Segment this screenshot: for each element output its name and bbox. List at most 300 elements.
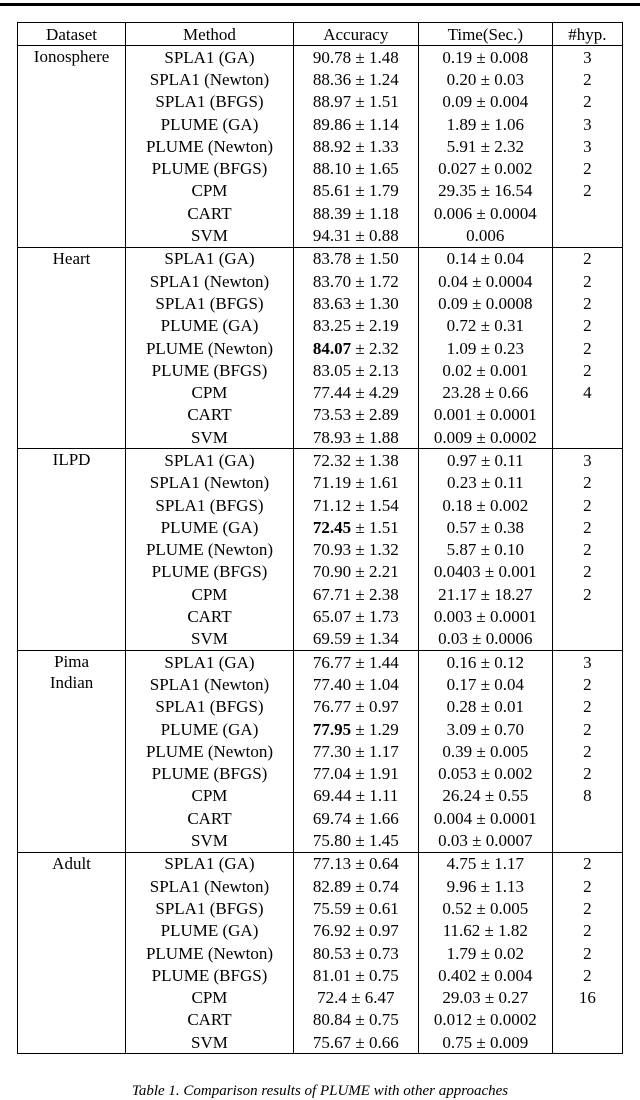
hyp-cell xyxy=(552,1009,622,1031)
time-cell: 0.97 ± 0.11 xyxy=(418,449,552,472)
accuracy-mean: 88.97 xyxy=(312,92,352,112)
plus-minus: ± xyxy=(351,360,369,380)
accuracy-mean: 70.90 xyxy=(312,562,352,582)
time-cell: 4.75 ± 1.17 xyxy=(418,852,552,875)
time-cell: 0.009 ± 0.0002 xyxy=(418,426,552,449)
accuracy-std: 1.48 xyxy=(368,47,399,67)
table-row xyxy=(18,852,623,875)
hyp-cell: 2 xyxy=(552,68,622,90)
accuracy-std: 1.54 xyxy=(368,495,399,515)
method-cell: SVM xyxy=(126,1031,294,1054)
hyp-cell: 2 xyxy=(552,696,622,718)
hyp-cell xyxy=(552,224,622,247)
accuracy-std: 2.89 xyxy=(368,405,399,425)
accuracy-mean: 67.71 xyxy=(312,584,352,604)
accuracy-mean: 73.53 xyxy=(312,405,352,425)
method-cell: SPLA1 (GA) xyxy=(126,247,294,270)
accuracy-cell xyxy=(293,426,418,449)
accuracy-cell xyxy=(293,494,418,516)
header-hyp: #hyp. xyxy=(552,23,622,46)
hyp-cell xyxy=(552,829,622,852)
time-cell: 0.23 ± 0.11 xyxy=(418,472,552,494)
accuracy-mean: 69.74 xyxy=(312,808,352,828)
time-cell: 0.004 ± 0.0001 xyxy=(418,807,552,829)
time-cell: 9.96 ± 1.13 xyxy=(418,875,552,897)
plus-minus: ± xyxy=(351,69,369,89)
dataset-cell xyxy=(18,449,126,651)
plus-minus: ± xyxy=(346,988,365,1008)
accuracy-cell xyxy=(293,46,418,69)
method-cell: CART xyxy=(126,202,294,224)
accuracy-mean: 77.30 xyxy=(312,741,352,761)
method-cell: CPM xyxy=(126,381,294,403)
accuracy-std: 0.75 xyxy=(368,965,399,985)
accuracy-cell xyxy=(293,292,418,314)
accuracy-std: 1.32 xyxy=(368,540,399,560)
plus-minus: ± xyxy=(351,764,369,784)
hyp-cell xyxy=(552,404,622,426)
method-cell: CPM xyxy=(126,785,294,807)
accuracy-cell xyxy=(293,740,418,762)
accuracy-mean: 65.07 xyxy=(312,607,352,627)
time-cell: 0.52 ± 0.005 xyxy=(418,897,552,919)
accuracy-mean: 82.89 xyxy=(312,876,352,896)
accuracy-std: 1.51 xyxy=(368,92,399,112)
accuracy-cell xyxy=(293,202,418,224)
time-cell: 29.35 ± 16.54 xyxy=(418,180,552,202)
accuracy-std: 2.13 xyxy=(368,360,399,380)
accuracy-mean: 75.67 xyxy=(312,1032,352,1052)
plus-minus: ± xyxy=(351,674,369,694)
time-cell: 0.39 ± 0.005 xyxy=(418,740,552,762)
method-cell: SPLA1 (Newton) xyxy=(126,472,294,494)
dataset-name: Ionosphere xyxy=(33,47,110,66)
method-cell: SVM xyxy=(126,628,294,651)
dataset-cell xyxy=(18,852,126,1054)
hyp-cell: 2 xyxy=(552,920,622,942)
method-cell: SPLA1 (Newton) xyxy=(126,68,294,90)
accuracy-mean: 76.92 xyxy=(312,921,352,941)
accuracy-mean: 83.63 xyxy=(312,293,352,313)
hyp-cell: 2 xyxy=(552,583,622,605)
plus-minus: ± xyxy=(351,652,369,672)
hyp-cell: 2 xyxy=(552,516,622,538)
accuracy-mean: 81.01 xyxy=(312,965,352,985)
plus-minus: ± xyxy=(351,114,369,134)
accuracy-std: 1.04 xyxy=(368,674,399,694)
hyp-cell: 3 xyxy=(552,135,622,157)
hyp-cell xyxy=(552,202,622,224)
accuracy-mean: 88.92 xyxy=(312,136,352,156)
accuracy-std: 2.32 xyxy=(368,338,399,358)
method-cell: SPLA1 (BFGS) xyxy=(126,897,294,919)
accuracy-std: 1.11 xyxy=(369,786,399,806)
method-cell: PLUME (GA) xyxy=(126,315,294,337)
accuracy-mean: 84.07 xyxy=(312,338,352,358)
accuracy-std: 0.75 xyxy=(368,1010,399,1030)
accuracy-cell xyxy=(293,337,418,359)
method-cell: PLUME (BFGS) xyxy=(126,157,294,179)
accuracy-std: 1.72 xyxy=(368,271,399,291)
accuracy-mean: 71.19 xyxy=(312,473,352,493)
method-cell: PLUME (GA) xyxy=(126,920,294,942)
accuracy-mean: 88.36 xyxy=(312,69,352,89)
plus-minus: ± xyxy=(351,47,369,67)
method-cell: SVM xyxy=(126,426,294,449)
accuracy-std: 0.66 xyxy=(368,1032,399,1052)
header-dataset: Dataset xyxy=(18,23,126,46)
top-rule xyxy=(0,3,640,6)
hyp-cell: 2 xyxy=(552,494,622,516)
accuracy-cell xyxy=(293,897,418,919)
method-cell: PLUME (GA) xyxy=(126,516,294,538)
plus-minus: ± xyxy=(351,629,369,649)
accuracy-cell xyxy=(293,942,418,964)
hyp-cell: 2 xyxy=(552,472,622,494)
plus-minus: ± xyxy=(351,249,369,269)
dataset-name: Indian xyxy=(49,673,94,693)
time-cell: 1.09 ± 0.23 xyxy=(418,337,552,359)
accuracy-std: 1.14 xyxy=(368,114,399,134)
method-cell: SPLA1 (BFGS) xyxy=(126,494,294,516)
method-cell: PLUME (BFGS) xyxy=(126,561,294,583)
hyp-cell: 2 xyxy=(552,942,622,964)
method-cell: CART xyxy=(126,1009,294,1031)
accuracy-cell xyxy=(293,875,418,897)
hyp-cell: 2 xyxy=(552,718,622,740)
plus-minus: ± xyxy=(351,316,369,336)
time-cell: 0.75 ± 0.009 xyxy=(418,1031,552,1054)
plus-minus: ± xyxy=(351,293,369,313)
accuracy-mean: 78.93 xyxy=(312,427,352,447)
dataset-name: Heart xyxy=(52,248,91,268)
accuracy-cell xyxy=(293,472,418,494)
plus-minus: ± xyxy=(351,808,369,828)
hyp-cell: 2 xyxy=(552,673,622,695)
accuracy-mean: 72.45 xyxy=(312,517,352,537)
accuracy-mean: 76.77 xyxy=(312,652,352,672)
table-row xyxy=(18,247,623,270)
plus-minus: ± xyxy=(351,136,369,156)
accuracy-mean: 83.78 xyxy=(312,249,352,269)
method-cell: SPLA1 (Newton) xyxy=(126,673,294,695)
accuracy-std: 1.24 xyxy=(368,69,399,89)
time-cell: 26.24 ± 0.55 xyxy=(418,785,552,807)
plus-minus: ± xyxy=(351,203,369,223)
header-time: Time(Sec.) xyxy=(418,23,552,46)
time-cell: 0.04 ± 0.0004 xyxy=(418,270,552,292)
accuracy-mean: 88.10 xyxy=(312,159,352,179)
method-cell: SPLA1 (BFGS) xyxy=(126,696,294,718)
accuracy-cell xyxy=(293,1031,418,1054)
time-cell: 29.03 ± 0.27 xyxy=(418,986,552,1008)
accuracy-mean: 77.44 xyxy=(312,383,352,403)
accuracy-cell xyxy=(293,920,418,942)
time-cell: 0.16 ± 0.12 xyxy=(418,651,552,674)
accuracy-mean: 77.13 xyxy=(312,854,352,874)
time-cell: 0.03 ± 0.0007 xyxy=(418,829,552,852)
method-cell: SPLA1 (GA) xyxy=(126,651,294,674)
plus-minus: ± xyxy=(351,921,369,941)
accuracy-cell xyxy=(293,404,418,426)
plus-minus: ± xyxy=(351,898,369,918)
plus-minus: ± xyxy=(351,607,369,627)
accuracy-mean: 83.25 xyxy=(312,316,352,336)
method-cell: SPLA1 (Newton) xyxy=(126,270,294,292)
time-cell: 0.053 ± 0.002 xyxy=(418,763,552,785)
method-cell: PLUME (Newton) xyxy=(126,337,294,359)
accuracy-mean: 94.31 xyxy=(312,226,352,246)
plus-minus: ± xyxy=(351,562,369,582)
method-cell: SPLA1 (GA) xyxy=(126,852,294,875)
accuracy-cell xyxy=(293,180,418,202)
accuracy-cell xyxy=(293,135,418,157)
accuracy-cell xyxy=(293,986,418,1008)
hyp-cell: 16 xyxy=(552,986,622,1008)
header-method: Method xyxy=(126,23,294,46)
table-body xyxy=(18,46,623,1054)
time-cell: 0.14 ± 0.04 xyxy=(418,247,552,270)
accuracy-cell xyxy=(293,359,418,381)
plus-minus: ± xyxy=(351,427,369,447)
time-cell: 0.09 ± 0.0008 xyxy=(418,292,552,314)
hyp-cell xyxy=(552,1031,622,1054)
accuracy-cell xyxy=(293,224,418,247)
time-cell: 0.0403 ± 0.001 xyxy=(418,561,552,583)
accuracy-cell xyxy=(293,247,418,270)
accuracy-std: 0.73 xyxy=(368,943,399,963)
dataset-cell xyxy=(18,651,126,853)
accuracy-std: 1.50 xyxy=(368,249,399,269)
hyp-cell: 2 xyxy=(552,359,622,381)
accuracy-std: 1.18 xyxy=(368,203,399,223)
accuracy-mean: 77.04 xyxy=(312,764,352,784)
accuracy-mean: 69.44 xyxy=(313,786,352,806)
accuracy-cell xyxy=(293,516,418,538)
accuracy-mean: 83.70 xyxy=(312,271,352,291)
method-cell: PLUME (GA) xyxy=(126,718,294,740)
method-cell: PLUME (Newton) xyxy=(126,942,294,964)
hyp-cell: 3 xyxy=(552,46,622,69)
header-accuracy: Accuracy xyxy=(293,23,418,46)
dataset-name: ILPD xyxy=(52,450,91,470)
plus-minus: ± xyxy=(351,271,369,291)
hyp-cell: 2 xyxy=(552,270,622,292)
plus-minus: ± xyxy=(351,741,369,761)
hyp-cell: 3 xyxy=(552,113,622,135)
accuracy-std: 1.38 xyxy=(368,450,399,470)
hyp-cell: 2 xyxy=(552,247,622,270)
accuracy-std: 2.19 xyxy=(368,316,399,336)
accuracy-std: 1.51 xyxy=(368,517,399,537)
time-cell: 0.72 ± 0.31 xyxy=(418,315,552,337)
time-cell: 1.89 ± 1.06 xyxy=(418,113,552,135)
plus-minus: ± xyxy=(351,831,369,851)
accuracy-mean: 72.32 xyxy=(312,450,352,470)
method-cell: CART xyxy=(126,807,294,829)
hyp-cell: 4 xyxy=(552,381,622,403)
method-cell: PLUME (BFGS) xyxy=(126,964,294,986)
accuracy-cell xyxy=(293,829,418,852)
header-row xyxy=(18,23,623,46)
accuracy-cell xyxy=(293,583,418,605)
plus-minus: ± xyxy=(351,943,369,963)
time-cell: 0.006 xyxy=(418,224,552,247)
accuracy-std: 1.30 xyxy=(368,293,399,313)
hyp-cell: 2 xyxy=(552,964,622,986)
accuracy-std: 0.88 xyxy=(368,226,399,246)
method-cell: SPLA1 (BFGS) xyxy=(126,292,294,314)
table-row xyxy=(18,46,623,69)
plus-minus: ± xyxy=(351,405,369,425)
accuracy-mean: 90.78 xyxy=(312,47,352,67)
accuracy-std: 2.21 xyxy=(368,562,399,582)
accuracy-std: 0.97 xyxy=(368,697,399,717)
accuracy-mean: 71.12 xyxy=(312,495,352,515)
hyp-cell: 2 xyxy=(552,315,622,337)
accuracy-cell xyxy=(293,1009,418,1031)
hyp-cell: 2 xyxy=(552,561,622,583)
hyp-cell: 2 xyxy=(552,292,622,314)
accuracy-std: 1.65 xyxy=(368,159,399,179)
hyp-cell xyxy=(552,426,622,449)
plus-minus: ± xyxy=(351,338,369,358)
accuracy-cell xyxy=(293,605,418,627)
plus-minus: ± xyxy=(351,786,370,806)
time-cell: 3.09 ± 0.70 xyxy=(418,718,552,740)
accuracy-mean: 80.84 xyxy=(312,1010,352,1030)
accuracy-cell xyxy=(293,539,418,561)
method-cell: CART xyxy=(126,605,294,627)
time-cell: 23.28 ± 0.66 xyxy=(418,381,552,403)
time-cell: 0.03 ± 0.0006 xyxy=(418,628,552,651)
accuracy-cell xyxy=(293,628,418,651)
time-cell: 11.62 ± 1.82 xyxy=(418,920,552,942)
time-cell: 0.001 ± 0.0001 xyxy=(418,404,552,426)
method-cell: PLUME (Newton) xyxy=(126,740,294,762)
accuracy-mean: 69.59 xyxy=(312,629,352,649)
hyp-cell: 2 xyxy=(552,763,622,785)
accuracy-cell xyxy=(293,696,418,718)
accuracy-std: 4.29 xyxy=(368,383,399,403)
method-cell: SPLA1 (BFGS) xyxy=(126,91,294,113)
hyp-cell: 2 xyxy=(552,157,622,179)
hyp-cell: 3 xyxy=(552,449,622,472)
accuracy-cell xyxy=(293,91,418,113)
accuracy-cell xyxy=(293,718,418,740)
accuracy-mean: 72.4 xyxy=(317,988,347,1008)
dataset-cell xyxy=(18,46,126,248)
accuracy-cell xyxy=(293,763,418,785)
accuracy-cell xyxy=(293,449,418,472)
hyp-cell: 2 xyxy=(552,180,622,202)
dataset-cell xyxy=(18,247,126,449)
plus-minus: ± xyxy=(351,517,369,537)
hyp-cell: 8 xyxy=(552,785,622,807)
accuracy-cell xyxy=(293,157,418,179)
method-cell: SVM xyxy=(126,224,294,247)
accuracy-mean: 75.80 xyxy=(312,831,352,851)
accuracy-std: 0.97 xyxy=(368,921,399,941)
hyp-cell: 2 xyxy=(552,875,622,897)
accuracy-cell xyxy=(293,315,418,337)
time-cell: 5.91 ± 2.32 xyxy=(418,135,552,157)
method-cell: PLUME (Newton) xyxy=(126,539,294,561)
method-cell: SPLA1 (Newton) xyxy=(126,875,294,897)
method-cell: PLUME (GA) xyxy=(126,113,294,135)
plus-minus: ± xyxy=(351,697,369,717)
hyp-cell xyxy=(552,628,622,651)
table-row xyxy=(18,449,623,472)
method-cell: SPLA1 (GA) xyxy=(126,46,294,69)
time-cell: 0.09 ± 0.004 xyxy=(418,91,552,113)
results-table xyxy=(17,22,623,1054)
accuracy-std: 1.17 xyxy=(368,741,399,761)
plus-minus: ± xyxy=(351,226,369,246)
time-cell: 0.027 ± 0.002 xyxy=(418,157,552,179)
time-cell: 0.003 ± 0.0001 xyxy=(418,605,552,627)
hyp-cell: 2 xyxy=(552,539,622,561)
accuracy-std: 1.79 xyxy=(368,181,399,201)
method-cell: CPM xyxy=(126,986,294,1008)
plus-minus: ± xyxy=(351,540,369,560)
method-cell: SVM xyxy=(126,829,294,852)
accuracy-mean: 76.77 xyxy=(312,697,352,717)
hyp-cell xyxy=(552,807,622,829)
plus-minus: ± xyxy=(351,383,369,403)
table-caption: Table 1. Comparison results of PLUME with other approaches xyxy=(131,1083,509,1099)
plus-minus: ± xyxy=(351,854,369,874)
accuracy-mean: 77.95 xyxy=(312,719,352,739)
accuracy-cell xyxy=(293,68,418,90)
method-cell: CART xyxy=(126,404,294,426)
accuracy-std: 0.64 xyxy=(368,854,399,874)
time-cell: 0.02 ± 0.001 xyxy=(418,359,552,381)
accuracy-std: 1.91 xyxy=(368,764,399,784)
time-cell: 0.19 ± 0.008 xyxy=(418,46,552,69)
accuracy-mean: 75.59 xyxy=(312,898,352,918)
hyp-cell: 2 xyxy=(552,852,622,875)
hyp-cell xyxy=(552,605,622,627)
accuracy-cell xyxy=(293,673,418,695)
time-cell: 0.28 ± 0.01 xyxy=(418,696,552,718)
plus-minus: ± xyxy=(351,92,369,112)
accuracy-cell xyxy=(293,964,418,986)
time-cell: 0.57 ± 0.38 xyxy=(418,516,552,538)
accuracy-std: 6.47 xyxy=(364,988,395,1008)
plus-minus: ± xyxy=(351,1010,369,1030)
plus-minus: ± xyxy=(351,159,369,179)
method-cell: CPM xyxy=(126,180,294,202)
time-cell: 0.006 ± 0.0004 xyxy=(418,202,552,224)
plus-minus: ± xyxy=(351,965,369,985)
accuracy-mean: 70.93 xyxy=(312,540,352,560)
plus-minus: ± xyxy=(351,495,369,515)
accuracy-mean: 88.39 xyxy=(312,203,352,223)
time-cell: 1.79 ± 0.02 xyxy=(418,942,552,964)
method-cell: PLUME (Newton) xyxy=(126,135,294,157)
method-cell: SPLA1 (GA) xyxy=(126,449,294,472)
hyp-cell: 2 xyxy=(552,740,622,762)
accuracy-std: 0.61 xyxy=(368,898,399,918)
plus-minus: ± xyxy=(351,1032,369,1052)
plus-minus: ± xyxy=(351,876,369,896)
accuracy-std: 0.74 xyxy=(368,876,399,896)
accuracy-mean: 77.40 xyxy=(312,674,352,694)
dataset-name: Pima xyxy=(54,652,90,672)
accuracy-std: 1.44 xyxy=(368,652,399,672)
accuracy-mean: 80.53 xyxy=(312,943,352,963)
